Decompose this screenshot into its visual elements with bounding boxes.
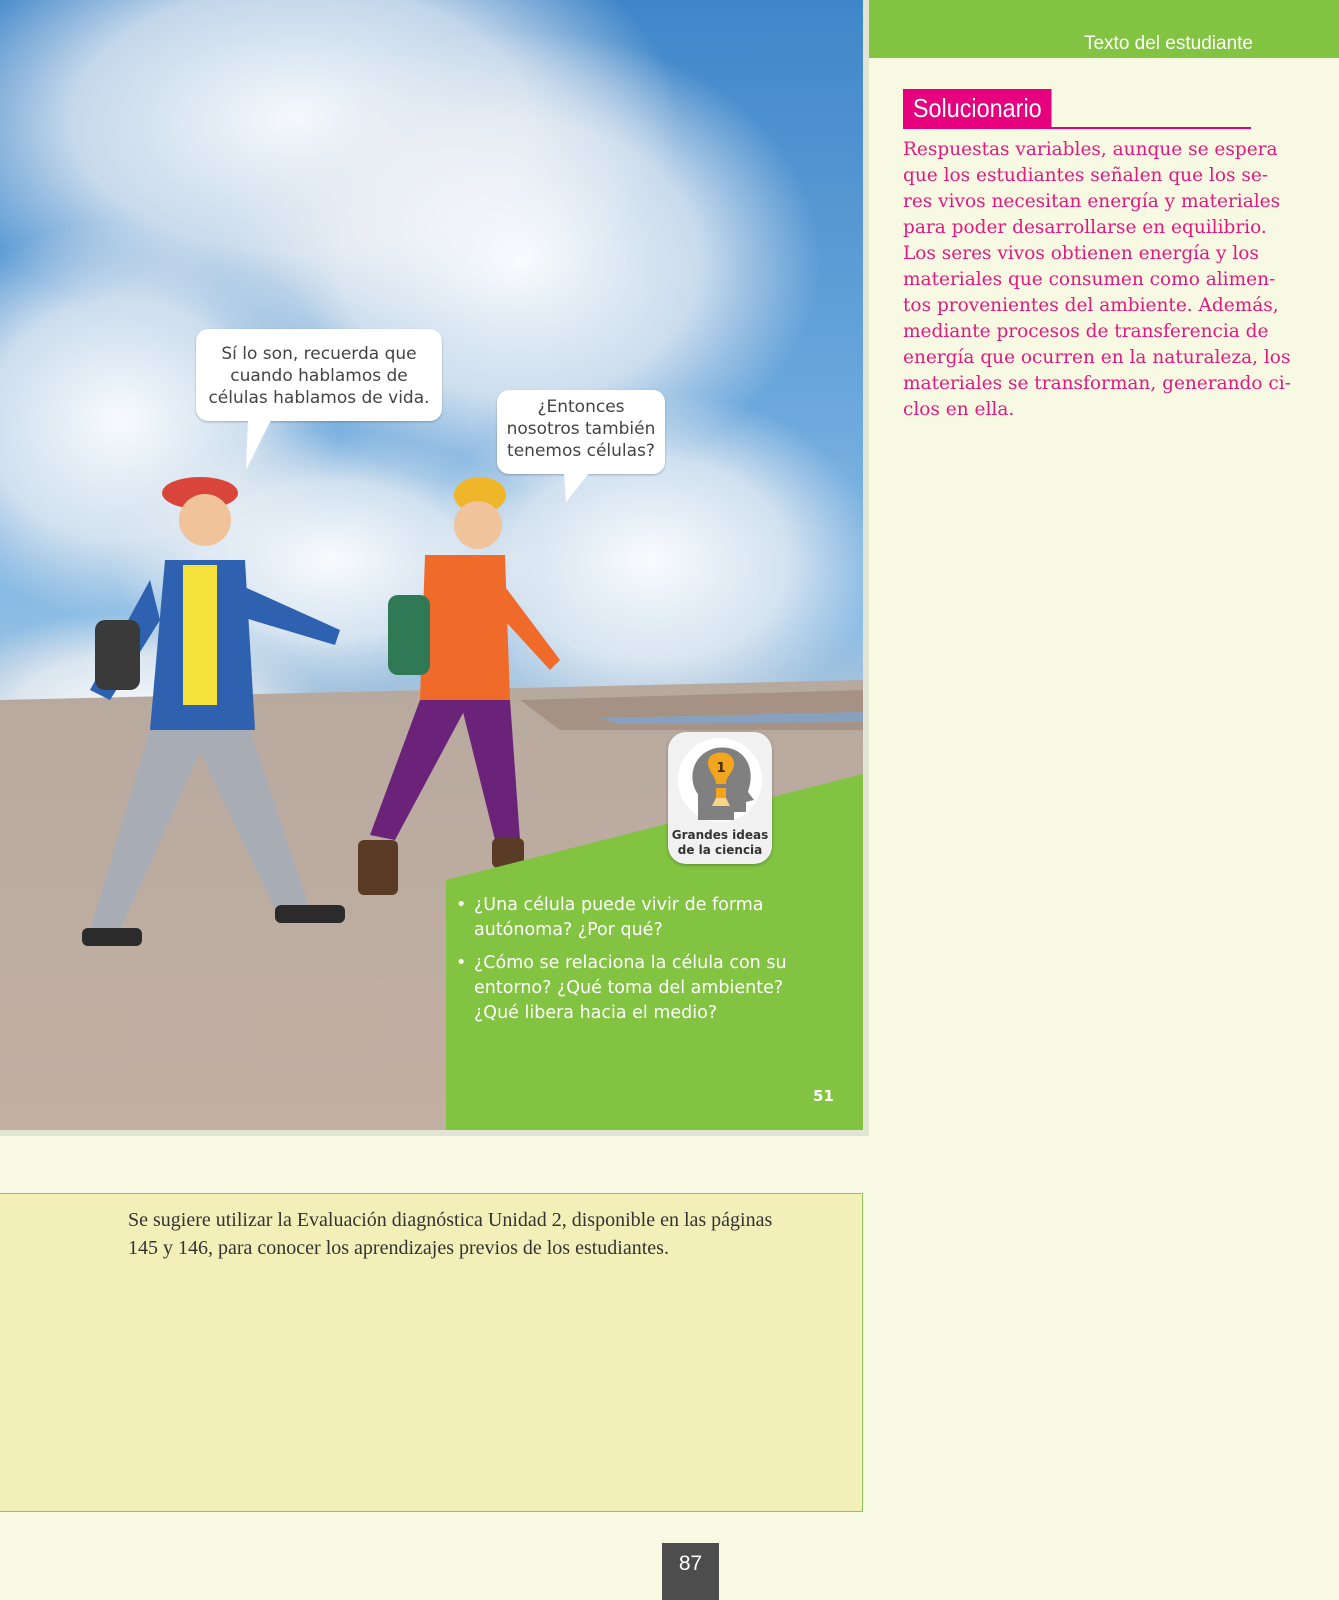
question-list: [456, 893, 836, 1034]
solucionario-line: res vivos necesitan energía y materiales: [903, 191, 1281, 212]
textbook-illustration: [0, 0, 869, 1136]
note-line: 145 y 146, para conocer los aprendizajes previos de los estudiantes.: [128, 1237, 669, 1259]
solucionario-line: mediante procesos de transferencia de: [903, 321, 1269, 342]
badge-label: [668, 828, 772, 858]
badge-label-line: de la ciencia: [677, 843, 763, 857]
solucionario-rule: [903, 127, 1251, 129]
teacher-note-box: [0, 1193, 863, 1512]
solucionario-title: Solucionario: [903, 89, 1052, 127]
teacher-note-text: [128, 1206, 848, 1262]
question-item: [456, 893, 836, 943]
bubble-text-line: nosotros también: [506, 419, 656, 439]
solucionario-text: [903, 137, 1291, 423]
question-line: autónoma? ¿Por qué?: [474, 920, 663, 940]
solucionario-line: Respuestas variables, aunque se espera: [903, 139, 1278, 160]
question-line: • ¿Una célula puede vivir de forma: [474, 895, 764, 915]
bubble-text-line: células hablamos de vida.: [208, 388, 430, 408]
bubble-text-line: Sí lo son, recuerda que: [221, 344, 417, 364]
question-line: • ¿Cómo se relaciona la célula con su: [474, 953, 787, 973]
solucionario-line: Los seres vivos obtienen energía y los: [903, 243, 1259, 264]
solucionario-line: para poder desarrollarse en equilibrio.: [903, 217, 1267, 238]
page-number: 87: [662, 1543, 719, 1600]
solucionario-line: clos en ella.: [903, 399, 1015, 420]
student-page-number: 51: [813, 1087, 834, 1105]
big-ideas-badge: [668, 732, 772, 864]
badge-label-line: Grandes ideas: [671, 828, 769, 842]
bubble-text-line: ¿Entonces: [537, 397, 625, 417]
solucionario-line: que los estudiantes señalen que los se-: [903, 165, 1269, 186]
solucionario-line: tos provenientes del ambiente. Además,: [903, 295, 1279, 316]
bubble-text-line: tenemos células?: [507, 441, 655, 461]
note-line: Se sugiere utilizar la Evaluación diagnóstica Unidad 2, disponible en las páginas: [128, 1209, 773, 1231]
header-band: [864, 0, 1339, 58]
solucionario-line: energía que ocurren en la naturaleza, los: [903, 347, 1291, 368]
question-item: [456, 951, 836, 1026]
bubble-text-line: cuando hablamos de: [230, 366, 408, 386]
solucionario-line: materiales se transforman, generando ci-: [903, 373, 1291, 394]
head-lightbulb-icon: [668, 732, 772, 832]
badge-number: 1: [716, 761, 726, 776]
question-line: ¿Qué libera hacia el medio?: [474, 1003, 718, 1023]
solucionario-line: materiales que consumen como alimen-: [903, 269, 1276, 290]
section-label: Texto del estudiante: [1083, 33, 1253, 54]
question-line: entorno? ¿Qué toma del ambiente?: [474, 978, 784, 998]
